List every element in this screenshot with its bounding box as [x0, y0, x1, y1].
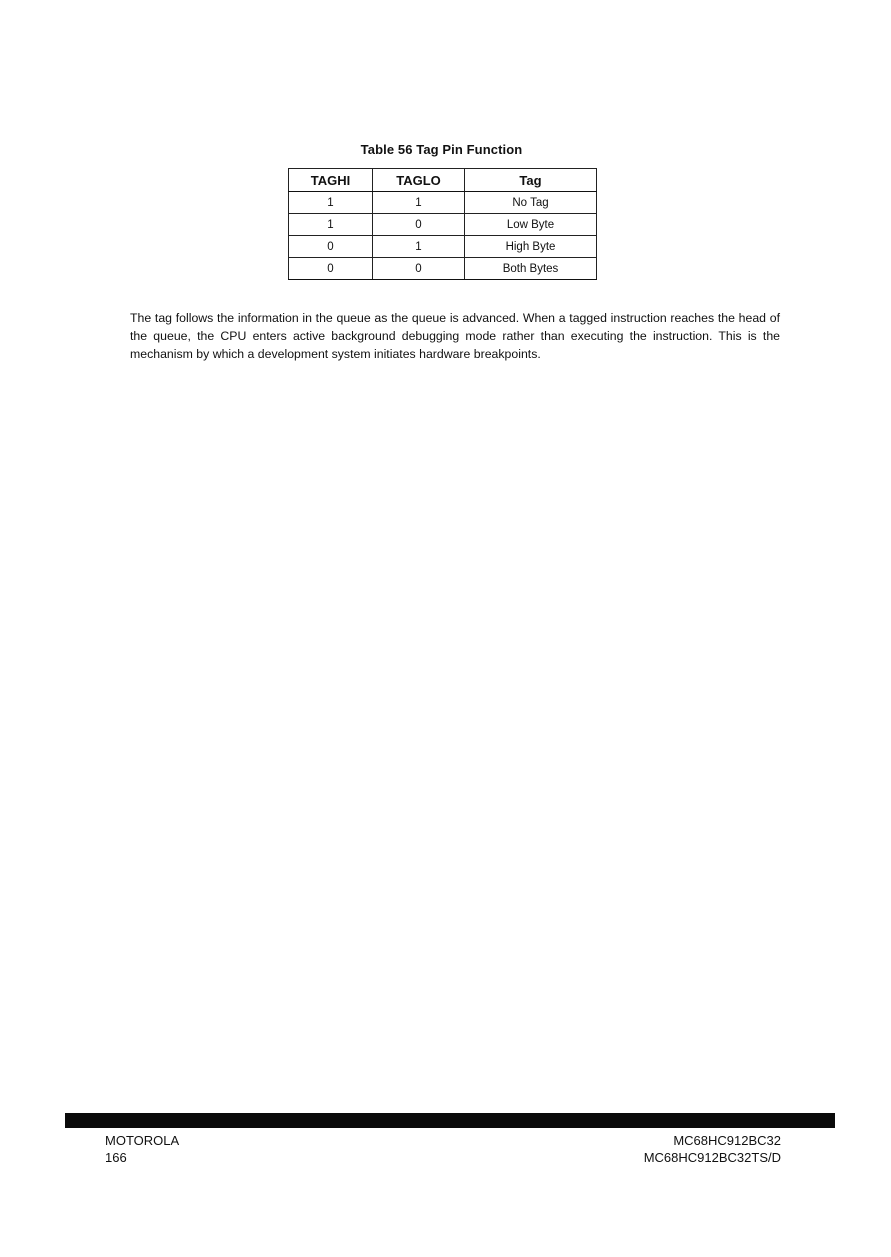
table-header-row [289, 169, 597, 192]
table-cell: 1 [373, 192, 465, 214]
column-header-tag: Tag [465, 169, 597, 192]
table-cell: 1 [289, 192, 373, 214]
footer-page-number: 166 [105, 1150, 127, 1165]
table-cell: Both Bytes [465, 258, 597, 280]
footer-brand: MOTOROLA [105, 1133, 180, 1148]
table-cell: 0 [289, 258, 373, 280]
table-row [289, 192, 597, 214]
body-paragraph: The tag follows the information in the queue as the queue is advanced. When a tagged instruction reaches the head of the queue, the CPU enters active background debugging mode rather than executing the instruction. This is the mechanism by which a development system initiates hardware breakpoints. [130, 311, 780, 362]
table-cell: 1 [373, 236, 465, 258]
table-row [289, 236, 597, 258]
table-title: Table 56 Tag Pin Function [360, 142, 523, 157]
table-cell: 1 [289, 214, 373, 236]
table-cell: 0 [289, 236, 373, 258]
table-row [289, 258, 597, 280]
table-row [289, 214, 597, 236]
footer-rule [65, 1113, 835, 1128]
footer-doc-number: MC68HC912BC32TS/D [643, 1150, 781, 1165]
footer-right [644, 1132, 781, 1166]
footer-part-number: MC68HC912BC32 [673, 1133, 781, 1148]
column-header-taghi: TAGHI [289, 169, 373, 192]
table-cell: 0 [373, 214, 465, 236]
table-cell: No Tag [465, 192, 597, 214]
table-cell: 0 [373, 258, 465, 280]
table-cell: Low Byte [465, 214, 597, 236]
table-cell: High Byte [465, 236, 597, 258]
footer-left [105, 1132, 179, 1166]
tag-pin-function-table [288, 168, 597, 280]
column-header-taglo: TAGLO [373, 169, 465, 192]
